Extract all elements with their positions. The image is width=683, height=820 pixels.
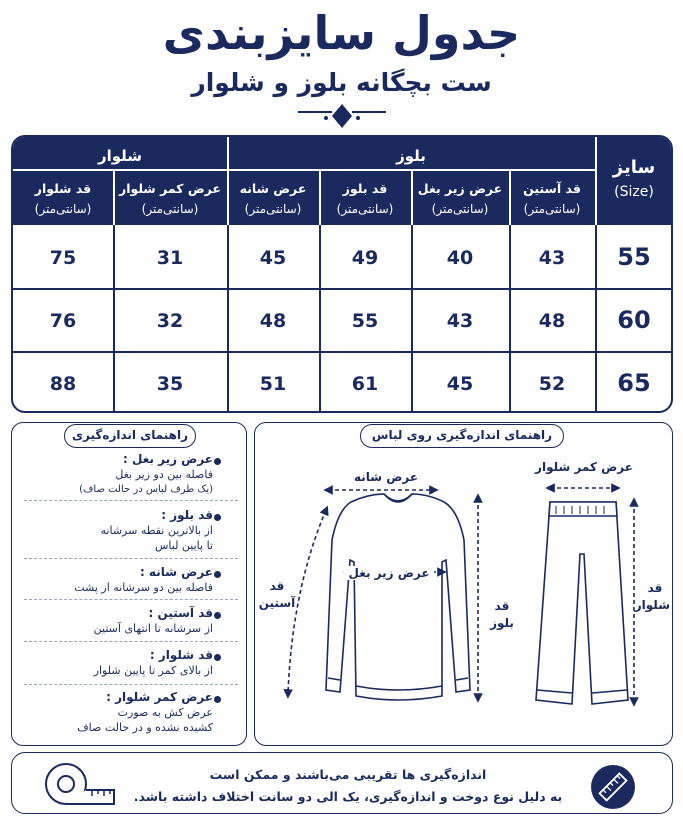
guide-title: راهنمای اندازه‌گیری bbox=[64, 424, 196, 448]
col-pants-waist bbox=[113, 181, 227, 216]
cell-sleeve: 43 bbox=[538, 247, 566, 269]
blouse-length-label bbox=[482, 598, 522, 632]
underarm-label: عرض زیر بغل bbox=[344, 566, 434, 580]
size-header-en: (Size) bbox=[614, 184, 654, 200]
unit-label: (سانتی‌متر) bbox=[336, 202, 394, 216]
cell-underarm: 43 bbox=[446, 310, 474, 332]
divider bbox=[24, 684, 238, 685]
col-sleeve-label: قد آستین bbox=[523, 181, 581, 196]
guide-item-title: عرض شانه : bbox=[139, 565, 213, 579]
cell-waist: 35 bbox=[156, 373, 184, 395]
divider bbox=[24, 500, 238, 501]
pants-length-label bbox=[634, 580, 670, 614]
pants-drawing bbox=[536, 502, 628, 704]
unit-label: (سانتی‌متر) bbox=[431, 202, 489, 216]
clothing-diagram bbox=[256, 450, 671, 744]
sweater-drawing bbox=[326, 494, 470, 700]
col-pants-waist-label: عرض کمر شلوار bbox=[119, 181, 221, 196]
cell-pants: 75 bbox=[49, 247, 77, 269]
cell-sleeve: 48 bbox=[538, 310, 566, 332]
col-sleeve bbox=[509, 181, 595, 216]
guide-item-title: قد آستین : bbox=[148, 606, 213, 620]
col-blouse-length bbox=[319, 181, 411, 216]
cell-sleeve: 52 bbox=[538, 373, 566, 395]
group-pants: شلوار bbox=[97, 147, 143, 165]
sleeve-label-1: قد bbox=[269, 579, 285, 593]
guide-item bbox=[23, 690, 213, 735]
cell-underarm: 40 bbox=[446, 247, 474, 269]
guide-item-line: از بالای کمر تا پایین شلوار bbox=[93, 664, 213, 677]
page-title: جدول سایزبندی bbox=[162, 6, 521, 60]
cell-size: 65 bbox=[617, 369, 651, 397]
guide-item-title: قد بلوز : bbox=[161, 508, 213, 522]
cell-blouse: 55 bbox=[351, 310, 379, 332]
pants-label-2: شلوار bbox=[634, 598, 670, 612]
tape-measure-icon bbox=[36, 760, 118, 810]
size-header bbox=[595, 157, 673, 200]
diagram-title: راهنمای اندازه‌گیری روی لباس bbox=[360, 424, 564, 448]
footer-line-2: به دلیل نوع دوخت و اندازه‌گیری، یک الی دو سانت اختلاف داشته باشد. bbox=[133, 789, 563, 804]
cell-shoulder: 45 bbox=[259, 247, 287, 269]
bullet-icon bbox=[214, 458, 221, 465]
guide-item-title: عرض کمر شلوار : bbox=[106, 690, 213, 704]
footer-line-1: اندازه‌گیری ها تقریبی می‌باشند و ممکن است bbox=[209, 767, 487, 782]
divider bbox=[24, 599, 238, 600]
bullet-icon bbox=[214, 654, 221, 661]
bullet-icon bbox=[214, 612, 221, 619]
size-table bbox=[11, 135, 673, 413]
guide-item bbox=[23, 648, 213, 678]
cell-size: 60 bbox=[617, 306, 651, 334]
cell-waist: 32 bbox=[156, 310, 184, 332]
sleeve-label bbox=[256, 578, 298, 612]
blouse-label-1: قد bbox=[494, 599, 510, 613]
bullet-icon bbox=[214, 696, 221, 703]
guide-item bbox=[23, 565, 213, 595]
col-pants-length bbox=[13, 181, 113, 216]
size-header-fa: سایز bbox=[612, 157, 656, 178]
page-subtitle: ست بچگانه بلوز و شلوار bbox=[191, 68, 492, 97]
cell-shoulder: 51 bbox=[259, 373, 287, 395]
waist-label: عرض کمر شلوار bbox=[535, 460, 633, 474]
cell-size: 55 bbox=[617, 243, 651, 271]
guide-item-line: فاصله بین دو سرشانه از پشت bbox=[74, 581, 213, 594]
guide-item-line: تا پایین لباس bbox=[154, 539, 213, 552]
col-shoulder bbox=[227, 181, 319, 216]
guide-item-line: عرض کش به صورت bbox=[117, 706, 213, 719]
unit-label: (سانتی‌متر) bbox=[141, 202, 199, 216]
guide-item bbox=[23, 606, 213, 636]
cell-pants: 88 bbox=[49, 373, 77, 395]
sleeve-label-2: آستین bbox=[258, 596, 296, 610]
guide-item-line: (یک طرف لباس در حالت صاف) bbox=[79, 484, 213, 495]
pants-label-1: قد bbox=[647, 581, 663, 595]
col-blouse-length-label: قد بلوز bbox=[342, 181, 388, 196]
guide-item-title: قد شلوار : bbox=[149, 648, 213, 662]
col-underarm-label: عرض زیر بغل bbox=[417, 181, 503, 196]
footer-note bbox=[128, 764, 568, 808]
bullet-icon bbox=[214, 514, 221, 521]
cell-pants: 76 bbox=[49, 310, 77, 332]
cell-shoulder: 48 bbox=[259, 310, 287, 332]
shoulder-label: عرض شانه bbox=[353, 470, 419, 484]
col-shoulder-label: عرض شانه bbox=[239, 181, 307, 196]
col-pants-length-label: قد شلوار bbox=[34, 181, 92, 196]
group-blouse: بلوز bbox=[396, 147, 426, 165]
cell-waist: 31 bbox=[156, 247, 184, 269]
cell-blouse: 49 bbox=[351, 247, 379, 269]
guide-item-title: عرض زیر بغل : bbox=[122, 452, 213, 466]
guide-item bbox=[23, 508, 213, 553]
bullet-icon bbox=[214, 571, 221, 578]
unit-label: (سانتی‌متر) bbox=[34, 202, 92, 216]
guide-item-line: از بالاترین نقطه سرشانه bbox=[100, 524, 213, 537]
guide-item bbox=[23, 452, 213, 497]
ruler-badge-icon bbox=[590, 764, 636, 810]
guide-item-line: فاصله بین دو زیر بغل bbox=[115, 468, 213, 481]
cell-blouse: 61 bbox=[351, 373, 379, 395]
col-underarm bbox=[411, 181, 509, 216]
divider bbox=[24, 558, 238, 559]
guide-item-line: کشیده نشده و در حالت صاف bbox=[77, 721, 213, 734]
ornament-diamond-icon bbox=[296, 104, 388, 130]
unit-label: (سانتی‌متر) bbox=[523, 202, 581, 216]
unit-label: (سانتی‌متر) bbox=[244, 202, 302, 216]
blouse-label-2: بلوز bbox=[490, 616, 514, 630]
divider bbox=[24, 641, 238, 642]
guide-item-line: از سرشانه تا انتهای آستین bbox=[93, 622, 213, 635]
cell-underarm: 45 bbox=[446, 373, 474, 395]
